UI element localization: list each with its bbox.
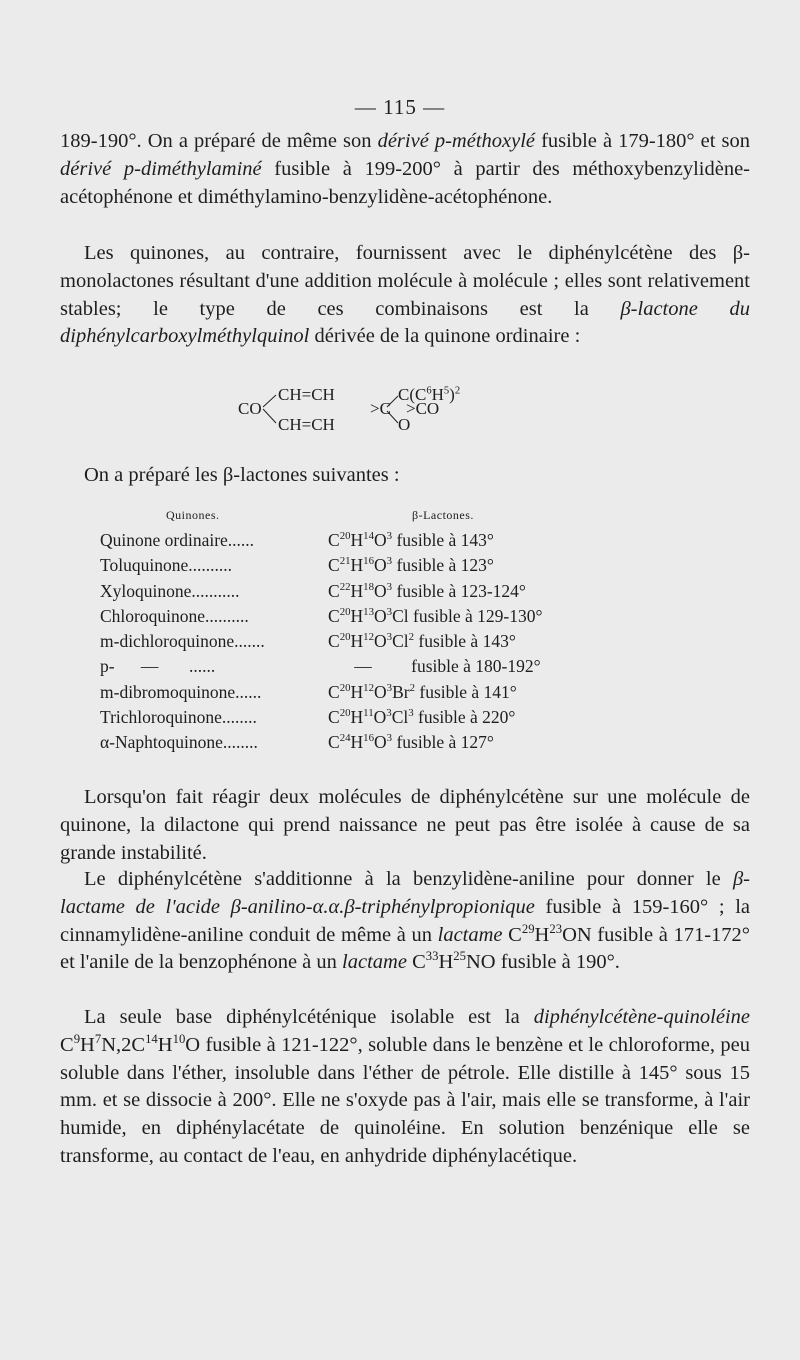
table-row bbox=[100, 606, 700, 631]
formula-o: O bbox=[398, 415, 411, 434]
header-lactones: β-Lactones. bbox=[412, 508, 474, 522]
paragraph-3-text: On a préparé les β-lactones suivantes : bbox=[84, 464, 400, 486]
paragraph-2-text: Les quinones, au contraire, fournissent avec le diphénylcétène des β-monolactones résultant d'une addition molécule à molécule ; elles sont relativement stables; le type de ces combinaisons est la β-lactone du diphénylcarboxylméthylquinol dérivée de la quinone ordinaire : bbox=[60, 242, 750, 348]
quinone-name: Chloroquinone.......... bbox=[100, 605, 249, 626]
paragraph-3 bbox=[60, 462, 750, 490]
table-header bbox=[100, 508, 700, 530]
paragraph-2 bbox=[60, 240, 750, 351]
lactone-formula: $C^{21}H^{16}O^3$ fusible à 123° bbox=[328, 555, 494, 576]
paragraph-5-text: Le diphénylcétène s'additionne à la benzylidène-aniline pour donner le β-lactame de l'acide β-anilino-α.α.β-triphénylpropionique fusible à 159-160° ; la cinnamylidène-aniline conduit de même à un lactame $C^{29}H^{23}ON$ fusible à 171-172° et l'anile de la benzophénone à un lactame $C^{33}H^{25}NO$ fusible à 190°. bbox=[60, 868, 750, 974]
formula-ch-top: CH=CH bbox=[278, 385, 335, 404]
lactone-formula: $C^{20}H^{11}O^3Cl^3$ fusible à 220° bbox=[328, 707, 516, 728]
paragraph-6 bbox=[60, 1004, 750, 1171]
table-row bbox=[100, 631, 700, 656]
quinone-name: Trichloroquinone........ bbox=[100, 707, 257, 728]
lactone-formula: $C^{20}H^{13}O^3Cl$ fusible à 129-130° bbox=[328, 605, 543, 626]
table-row bbox=[100, 732, 700, 757]
lactone-formula: $C^{22}H^{18}O^3$ fusible à 123-124° bbox=[328, 580, 526, 601]
lactone-formula: $C^{20}H^{12}O^3Br^2$ fusible à 141° bbox=[328, 681, 517, 702]
header-quinones: Quinones. bbox=[166, 508, 220, 522]
table-body bbox=[100, 530, 700, 758]
quinone-name: Quinone ordinaire...... bbox=[100, 530, 255, 550]
table-row bbox=[100, 530, 700, 555]
table-row bbox=[100, 581, 700, 606]
quinone-name: p- — ...... bbox=[100, 656, 216, 677]
quinone-name: Toluquinone.......... bbox=[100, 555, 232, 576]
quinone-name: m-dibromoquinone...... bbox=[100, 681, 262, 702]
structural-formula bbox=[238, 385, 478, 445]
table-row bbox=[100, 656, 700, 681]
lactone-formula: — fusible à 180-192° bbox=[328, 656, 541, 677]
quinone-name: m-dichloroquinone....... bbox=[100, 631, 265, 652]
table-row bbox=[100, 682, 700, 707]
lactone-formula: $C^{24}H^{16}O^3$ fusible à 127° bbox=[328, 732, 494, 753]
table-row bbox=[100, 707, 700, 732]
formula-co-right: >CO bbox=[406, 399, 440, 418]
paragraph-1-text: 189-190°. On a préparé de même son dérivé p-méthoxylé fusible à 179-180° et son dérivé p-diméthylaminé fusible à 199-200° à partir des méthoxybenzylidène-acétophénone et diméthylamino-benzylidène-acétophénone. bbox=[60, 130, 751, 208]
lactone-formula: $C^{20}H^{12}O^3Cl^2$ fusible à 143° bbox=[328, 631, 516, 652]
table-row bbox=[100, 555, 700, 580]
formula-co-left: CO bbox=[238, 399, 262, 418]
paragraph-4-text: Lorsqu'on fait réagir deux molécules de diphénylcétène sur une molécule de quinone, la dilactone qui prend naissance ne peut pas être isolée à cause de sa grande instabilité. bbox=[60, 786, 750, 864]
paragraph-4 bbox=[60, 784, 750, 867]
paragraph-5 bbox=[60, 866, 750, 977]
formula-ch-bottom: CH=CH bbox=[278, 415, 335, 434]
formula-c-sub: $C(C^6H^5)^2$ bbox=[398, 385, 461, 404]
page-number: — 115 — bbox=[354, 95, 446, 119]
paragraph-1 bbox=[60, 128, 750, 211]
quinone-name: α-Naphtoquinone........ bbox=[100, 732, 258, 753]
quinone-name: Xyloquinone........... bbox=[100, 580, 240, 601]
formula-c-center: >C bbox=[370, 399, 391, 418]
lactone-formula: $C^{20}H^{14}O^3$ fusible à 143° bbox=[328, 530, 494, 550]
paragraph-6-text: La seule base diphénylcéténique isolable est la diphénylcétène-quinoléine $C^9H^7N,2C^{14}H^{10}O$ fusible à 121-122°, soluble dans le benzène et le chloroforme, peu soluble dans l'éther, insoluble dans l'éther de pétrole. Elle distille à 145° sous 15 mm. et se dissocie à 200°. Elle ne s'oxyde pas à l'air, mais elle se transforme, à l'air humide, en diphénylacétate de quinoléine. En solution benzénique elle se transforme, au contact de l'eau, en anhydride diphénylacétique. bbox=[60, 1006, 750, 1167]
lactones-table bbox=[100, 508, 700, 758]
